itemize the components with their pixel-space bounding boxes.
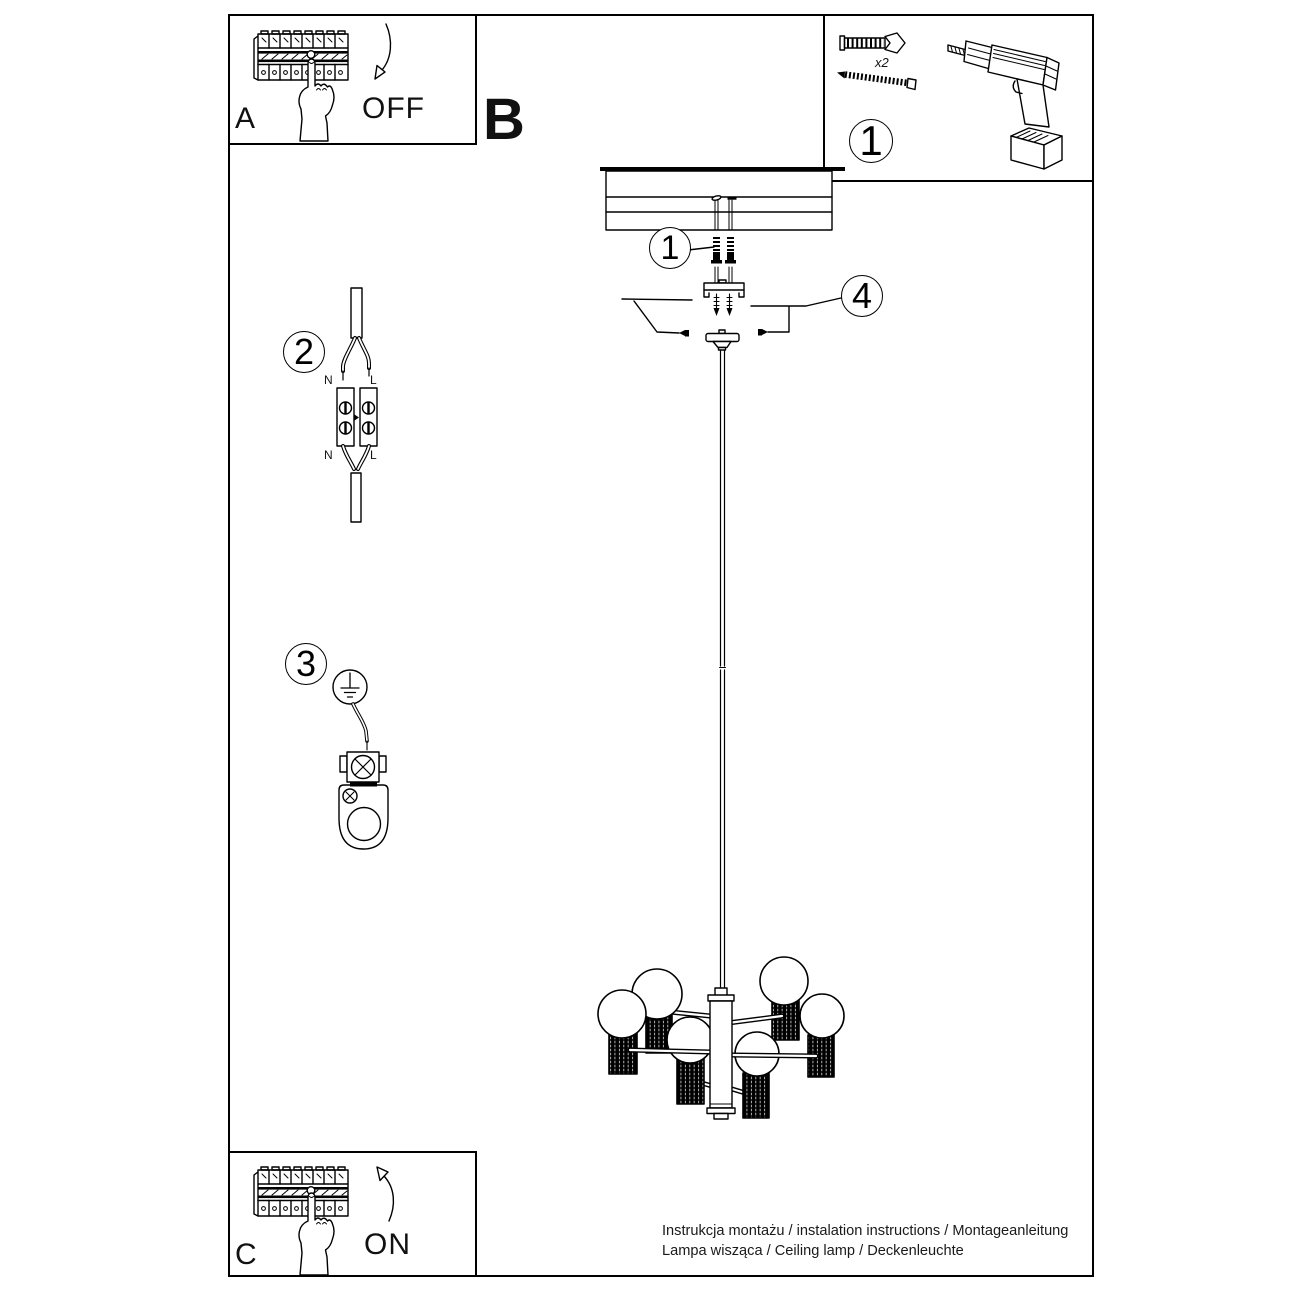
callout-anchor-1: 1 <box>649 227 691 269</box>
callout-ground-3: 3 <box>285 643 327 685</box>
earth-symbol-icon <box>333 670 367 704</box>
wire-label-l-bottom: L <box>370 448 377 462</box>
central-column <box>707 988 735 1119</box>
screw-icon <box>837 72 916 90</box>
ceiling-canopy <box>706 330 739 350</box>
ceiling-bar <box>600 167 845 230</box>
wall-plug-icon <box>840 33 905 53</box>
set-screw-icon <box>758 329 762 336</box>
on-label: ON <box>364 1228 411 1261</box>
wall-anchors <box>688 237 736 283</box>
breaker-toggle <box>307 51 315 59</box>
off-label: OFF <box>362 92 425 125</box>
ground-bracket <box>339 785 388 849</box>
wire-label-n-bottom: N <box>324 448 333 462</box>
ground-terminal <box>340 752 386 787</box>
wire-label-n-top: N <box>324 373 333 387</box>
bracket-screws <box>714 294 733 316</box>
footer-text <box>662 1221 1068 1261</box>
canopy-leader-lines <box>622 298 841 337</box>
plug-quantity-label: x2 <box>875 55 889 70</box>
arrow-up-icon <box>377 1167 393 1221</box>
callout-canopy-4: 4 <box>841 275 883 317</box>
footer-line-2: Lampa wisząca / Ceiling lamp / Deckenleuchte <box>662 1243 964 1259</box>
arrow-down-icon <box>375 24 391 79</box>
callout-tools-1: 1 <box>849 119 893 163</box>
set-screw-icon <box>685 330 689 337</box>
mounting-bracket <box>704 280 744 316</box>
terminal-block <box>337 388 377 446</box>
ground-diagram <box>333 670 388 849</box>
wiring-diagram <box>337 288 377 522</box>
step-label-c: C <box>235 1238 257 1271</box>
callout-wiring-2: 2 <box>283 331 325 373</box>
drill-icon <box>948 41 1062 169</box>
suspension-rod <box>720 350 726 988</box>
footer-line-1: Instrukcja montażu / instalation instructions / Montageanleitung <box>662 1223 1069 1239</box>
step-label-a: A <box>235 102 256 135</box>
callout-leader <box>688 247 714 250</box>
wire-label-l-top: L <box>370 373 377 387</box>
step-label-b: B <box>483 87 526 152</box>
